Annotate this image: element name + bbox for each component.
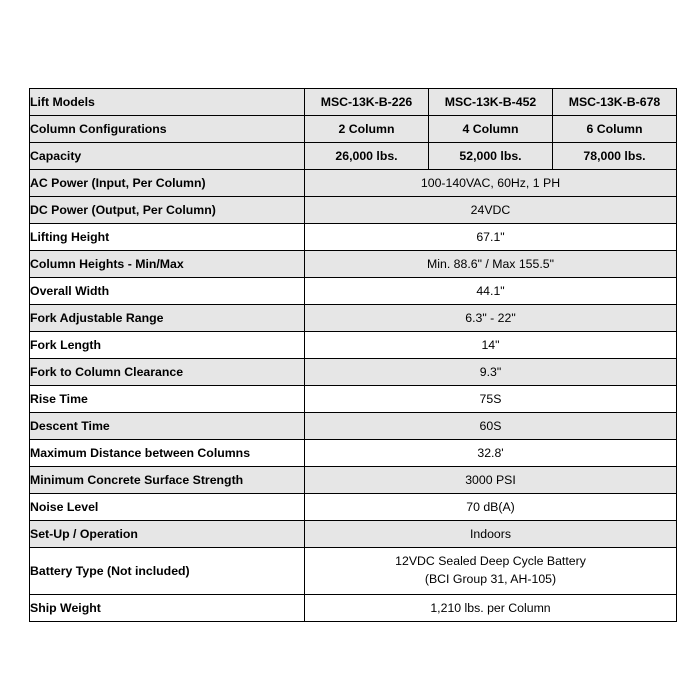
row-value: 78,000 lbs. <box>553 143 677 170</box>
row-value: 32.8' <box>305 440 677 467</box>
table-row <box>30 332 677 359</box>
row-label: DC Power (Output, Per Column) <box>30 197 305 224</box>
row-value: 52,000 lbs. <box>429 143 553 170</box>
row-value: 70 dB(A) <box>305 494 677 521</box>
row-value: MSC-13K-B-452 <box>429 89 553 116</box>
table-row <box>30 413 677 440</box>
row-label: Minimum Concrete Surface Strength <box>30 467 305 494</box>
row-value: MSC-13K-B-226 <box>305 89 429 116</box>
table-row <box>30 548 677 595</box>
row-value: 2 Column <box>305 116 429 143</box>
row-value: 6.3" - 22" <box>305 305 677 332</box>
table-row <box>30 143 677 170</box>
row-label: Maximum Distance between Columns <box>30 440 305 467</box>
row-label: Column Heights - Min/Max <box>30 251 305 278</box>
row-value: 4 Column <box>429 116 553 143</box>
table-row <box>30 197 677 224</box>
row-value: Indoors <box>305 521 677 548</box>
row-value: 60S <box>305 413 677 440</box>
row-value: 9.3" <box>305 359 677 386</box>
row-label: Battery Type (Not included) <box>30 548 305 595</box>
table-body <box>30 89 677 622</box>
specification-sheet <box>29 88 673 622</box>
table-row <box>30 251 677 278</box>
row-value: Min. 88.6" / Max 155.5" <box>305 251 677 278</box>
row-label: Lift Models <box>30 89 305 116</box>
table-row <box>30 386 677 413</box>
table-row <box>30 305 677 332</box>
specifications-table <box>29 88 677 622</box>
row-label: Set-Up / Operation <box>30 521 305 548</box>
row-value: 14" <box>305 332 677 359</box>
row-label: Overall Width <box>30 278 305 305</box>
row-value: 1,210 lbs. per Column <box>305 595 677 622</box>
row-value: 100-140VAC, 60Hz, 1 PH <box>305 170 677 197</box>
row-label: Fork Length <box>30 332 305 359</box>
row-value-line-2: (BCI Group 31, AH-105) <box>424 572 557 586</box>
row-label: Fork to Column Clearance <box>30 359 305 386</box>
table-row <box>30 467 677 494</box>
table-row <box>30 278 677 305</box>
row-label: Lifting Height <box>30 224 305 251</box>
table-row <box>30 440 677 467</box>
table-row <box>30 89 677 116</box>
table-row <box>30 170 677 197</box>
table-row <box>30 359 677 386</box>
row-value: 6 Column <box>553 116 677 143</box>
row-value: 67.1" <box>305 224 677 251</box>
table-row <box>30 224 677 251</box>
row-label: Rise Time <box>30 386 305 413</box>
row-value: 26,000 lbs. <box>305 143 429 170</box>
row-label: Noise Level <box>30 494 305 521</box>
row-label: Descent Time <box>30 413 305 440</box>
table-row <box>30 116 677 143</box>
row-value: MSC-13K-B-678 <box>553 89 677 116</box>
table-row <box>30 521 677 548</box>
row-label: Fork Adjustable Range <box>30 305 305 332</box>
table-row <box>30 494 677 521</box>
row-label: AC Power (Input, Per Column) <box>30 170 305 197</box>
row-value: 75S <box>305 386 677 413</box>
row-value <box>305 548 677 595</box>
row-value-line-1: 12VDC Sealed Deep Cycle Battery <box>395 554 586 569</box>
table-row <box>30 595 677 622</box>
row-label: Capacity <box>30 143 305 170</box>
row-value: 3000 PSI <box>305 467 677 494</box>
row-value: 24VDC <box>305 197 677 224</box>
row-value: 44.1" <box>305 278 677 305</box>
row-label: Column Configurations <box>30 116 305 143</box>
row-label: Ship Weight <box>30 595 305 622</box>
